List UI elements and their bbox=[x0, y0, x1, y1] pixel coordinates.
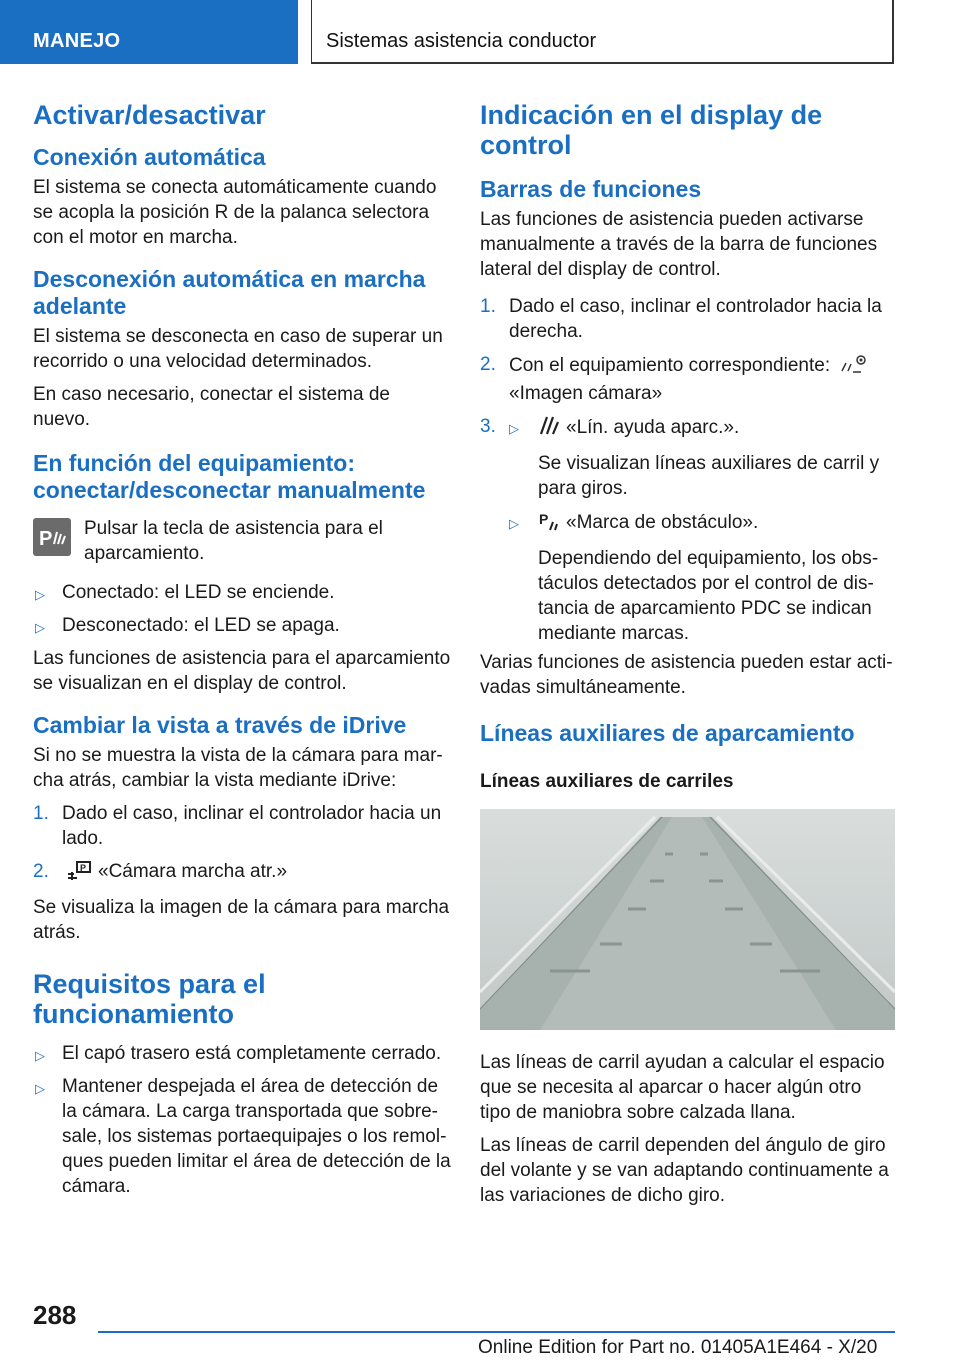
sub-item-obstacle-marks bbox=[509, 509, 895, 646]
list-item-text: Dado el caso, inclinar el controlador hacia la derecha. bbox=[509, 296, 882, 342]
triangle-bullet-icon: ▷ bbox=[35, 620, 45, 635]
left-column bbox=[33, 100, 451, 1207]
heading-auto-off: Desconexión automática en marcha adelante bbox=[33, 266, 426, 319]
footer-rule bbox=[98, 1331, 895, 1333]
parking-lines-icon bbox=[538, 414, 560, 443]
step-number: 2. bbox=[33, 861, 49, 882]
header-section-tab bbox=[0, 0, 298, 64]
sub-item-note: Se visualizan líneas auxiliares de carril y para giros. bbox=[538, 453, 880, 499]
heading-lane-lines: Líneas auxiliares de carriles bbox=[480, 771, 734, 792]
triangle-bullet-icon: ▷ bbox=[35, 1081, 45, 1096]
step-number: 3. bbox=[480, 416, 496, 437]
camera-settings-icon bbox=[839, 352, 869, 381]
display-steps bbox=[480, 294, 895, 646]
list-item-text: Dado el caso, inclinar el controlador hacia un lado. bbox=[62, 803, 442, 849]
heading-manual: En función del equipamiento: conectar/desconectar manualmente bbox=[33, 450, 426, 503]
list-item-text: Desconectado: el LED se apaga. bbox=[62, 615, 340, 636]
heading-display: Indicación en el display de control bbox=[480, 100, 823, 160]
triangle-bullet-icon: ▷ bbox=[35, 587, 45, 602]
text-manual: Pulsar la tecla de asistencia para el aparcamiento. bbox=[84, 518, 383, 564]
list-item-text: «Cámara marcha atr.» bbox=[98, 861, 288, 882]
list-item bbox=[480, 352, 895, 406]
text-idrive: Si no se muestra la vista de la cámara para marcha atrás, cambiar la vista mediante iDrive: bbox=[33, 745, 443, 791]
rear-camera-icon bbox=[66, 860, 92, 887]
list-item bbox=[480, 414, 895, 646]
list-item-text: El capó trasero está completamente cerrado. bbox=[62, 1043, 442, 1064]
led-list bbox=[33, 580, 451, 638]
text-auto-off-2: En caso necesario, conectar el sistema de nuevo. bbox=[33, 384, 390, 430]
heading-idrive: Cambiar la vista a través de iDrive bbox=[33, 712, 407, 738]
list-item bbox=[480, 294, 895, 344]
step-number: 2. bbox=[480, 354, 496, 375]
heading-function-bars: Barras de funciones bbox=[480, 176, 702, 202]
heading-parking-lines: Líneas auxiliares de aparcamiento bbox=[480, 720, 855, 746]
sub-options-list bbox=[509, 414, 895, 646]
sub-item-label: «Lín. ayuda aparc.». bbox=[566, 417, 740, 438]
sub-item-guide-lines bbox=[509, 414, 895, 501]
text-lane-lines-2: Las líneas de carril dependen del ángulo de giro del volante y se van adaptando continuamente a las variaciones de dicho giro. bbox=[480, 1135, 889, 1206]
triangle-bullet-icon: ▷ bbox=[509, 421, 519, 436]
text-multiple-functions: Varias funciones de asistencia pueden estar activadas simultáneamente. bbox=[480, 652, 893, 698]
idrive-steps bbox=[33, 801, 451, 887]
header-chapter-box bbox=[311, 0, 894, 64]
list-item-text: «Imagen cámara» bbox=[509, 383, 663, 404]
header-chapter-label: Sistemas asistencia conductor bbox=[326, 30, 597, 52]
list-item bbox=[33, 1041, 451, 1066]
step-number: 1. bbox=[33, 803, 49, 824]
list-item bbox=[33, 1074, 451, 1199]
list-item bbox=[33, 859, 451, 887]
park-assist-button-row bbox=[33, 516, 451, 566]
list-item-text: Mantener despejada el área de detección de la cámara. La carga transportada que sobresale, los sistemas portaequipajes o los remolques pueden limitar el área de detección de la cámara. bbox=[62, 1076, 451, 1197]
sub-item-note: Dependiendo del equipamiento, los obstáculos detectados por el control de distancia de aparcamiento PDC se indican mediante marcas. bbox=[538, 548, 879, 644]
text-auto-on: El sistema se conecta automáticamente cuando se acopla la posición R de la palanca selectora con el motor en marcha. bbox=[33, 177, 437, 248]
text-lane-lines-1: Las líneas de carril ayudan a calcular el espacio que se necesita al aparcar o hacer algún otro tipo de maniobra sobre calzada llana. bbox=[480, 1052, 885, 1123]
text-function-bars: Las funciones de asistencia pueden activarse manualmente a través de la barra de funciones lateral del display de control. bbox=[480, 209, 878, 280]
list-item bbox=[33, 613, 451, 638]
text-display: Las funciones de asistencia para el aparcamiento se visualizan en el display de control. bbox=[33, 648, 451, 694]
svg-text:P: P bbox=[539, 511, 549, 527]
heading-requirements: Requisitos para el funcionamiento bbox=[33, 969, 266, 1029]
step-number: 1. bbox=[480, 296, 496, 317]
list-item bbox=[33, 801, 451, 851]
sub-item-label: «Marca de obstáculo». bbox=[566, 512, 759, 533]
triangle-bullet-icon: ▷ bbox=[509, 516, 519, 531]
page-number: 288 bbox=[33, 1300, 77, 1330]
svg-text:P: P bbox=[39, 528, 53, 550]
heading-activate: Activar/desactivar bbox=[33, 100, 266, 130]
heading-auto-on: Conexión automática bbox=[33, 144, 266, 170]
text-idrive-result: Se visualiza la imagen de la cámara para marcha atrás. bbox=[33, 897, 450, 943]
park-assist-button-icon bbox=[33, 518, 71, 556]
obstacle-mark-icon bbox=[538, 509, 560, 538]
lane-lines-camera-image bbox=[480, 809, 895, 1030]
header-section-label: MANEJO bbox=[33, 30, 121, 52]
text-auto-off-1: El sistema se desconecta en caso de superar un recorrido o una velocidad determinados. bbox=[33, 326, 443, 372]
list-item-text: Conectado: el LED se enciende. bbox=[62, 582, 335, 603]
list-item-text: Con el equipamiento correspondiente: bbox=[509, 355, 831, 376]
right-column bbox=[480, 100, 895, 1216]
requirements-list bbox=[33, 1041, 451, 1199]
svg-text:P: P bbox=[80, 863, 87, 873]
triangle-bullet-icon: ▷ bbox=[35, 1048, 45, 1063]
list-item bbox=[33, 580, 451, 605]
footer-edition: Online Edition for Part no. 01405A1E464 - X/20 bbox=[478, 1337, 878, 1358]
